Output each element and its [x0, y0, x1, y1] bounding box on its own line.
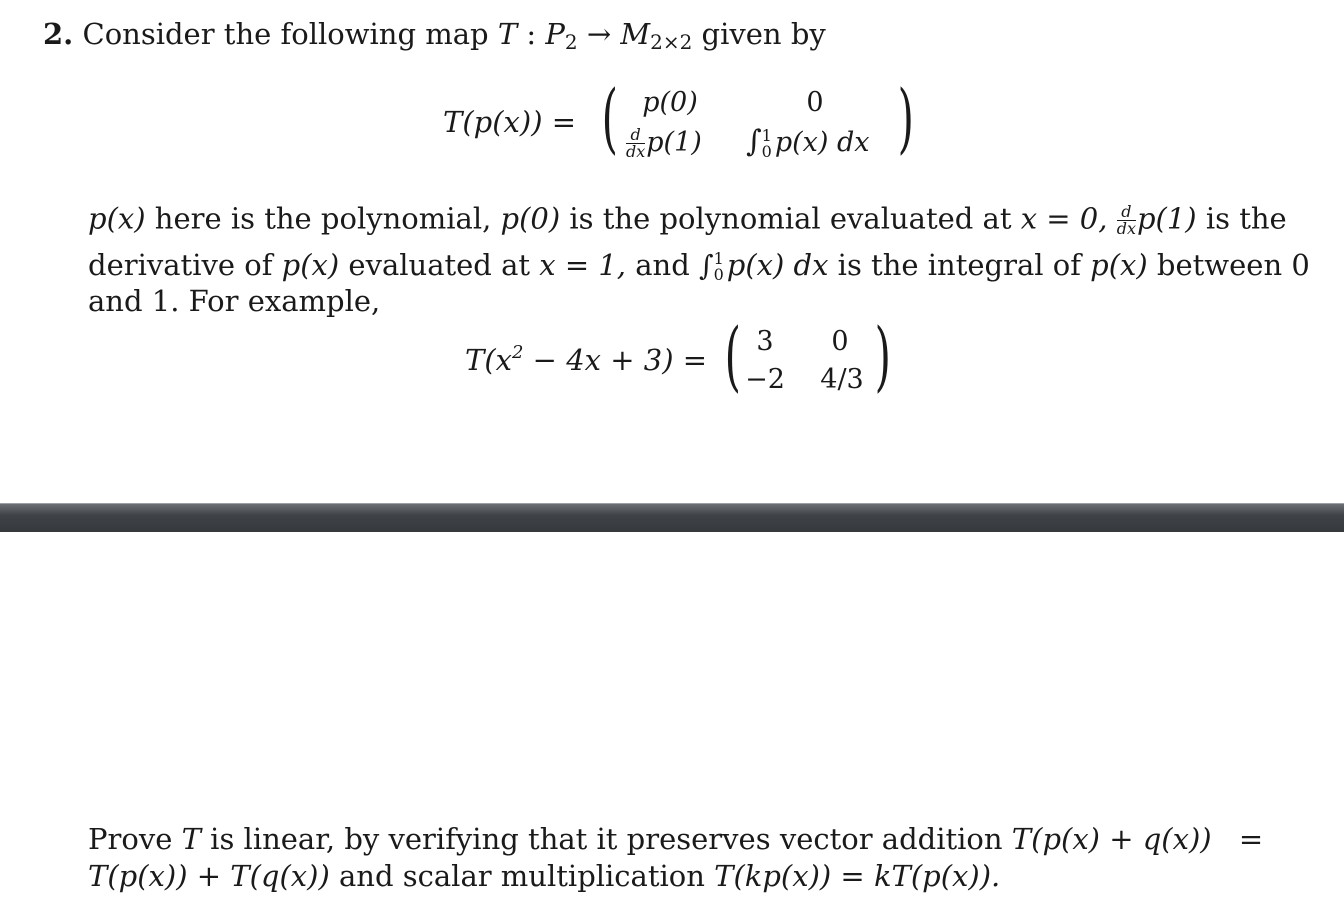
map-name: T	[497, 17, 518, 51]
left-paren-example: (	[724, 311, 741, 400]
example-m22: 4/3	[820, 364, 864, 395]
map-domain: P	[545, 17, 565, 51]
definition-m22: ∫ 1 0 p(x) dx	[746, 124, 870, 161]
map-domain-sub: 2	[564, 30, 578, 54]
definition-lhs: T(p(x)) =	[443, 105, 577, 139]
explanation-line-2: derivative of p(x) evaluated at x = 1, and ∫ 1 0 p(x) dx is the integral of p(x) between 0	[88, 248, 1310, 284]
derivative-fraction: $\frac{d}{dx}$	[626, 125, 646, 161]
example-m11: 3	[756, 326, 774, 357]
arrow-icon: →	[586, 17, 612, 51]
left-paren-definition: (	[601, 73, 618, 162]
definition-m12: 0	[806, 87, 824, 118]
page-divider-bar	[0, 504, 1344, 532]
map-codomain: M	[620, 17, 651, 51]
integral-sign-inline: ∫	[698, 249, 714, 282]
derivative-fraction-inline: $\frac{d}{dx}$	[1116, 202, 1136, 238]
prove-line-2: T(p(x)) + T(q(x)) and scalar multiplication T(kp(x)) = kT(p(x)).	[88, 859, 1001, 893]
right-paren-definition: )	[897, 73, 914, 162]
right-paren-example: )	[874, 311, 891, 400]
prove-line-1: Prove T is linear, by verifying that it preserves vector addition T(p(x) + q(x)) =	[88, 822, 1264, 856]
map-codomain-sub: 2×2	[650, 30, 693, 54]
example-m21: −2	[745, 364, 785, 395]
integral-limits-inline: 1 0	[713, 249, 724, 284]
definition-m21: $\frac{d}{dx}$ p(1)	[626, 125, 702, 161]
explanation-line-1: p(x) here is the polynomial, p(0) is the polynomial evaluated at x = 0, $\frac{d}{dx}$ p(1) is the	[88, 201, 1287, 238]
example-m12: 0	[831, 326, 849, 357]
problem-number: 2.	[43, 17, 74, 51]
given-by-text: given by	[701, 17, 826, 51]
problem-statement-line: 2. Consider the following map T : $P_2 \to M_{2\times 2}$ given by	[43, 17, 826, 54]
integral-sign: ∫	[746, 124, 762, 159]
example-lhs: $T(x^2 - 4x + 3)$ =	[465, 342, 708, 377]
integral-limits: 1 0	[761, 125, 772, 161]
definition-m11: p(0)	[642, 87, 698, 118]
explanation-line-3: and 1. For example,	[88, 284, 381, 318]
intro-text: Consider the following map	[82, 17, 489, 51]
